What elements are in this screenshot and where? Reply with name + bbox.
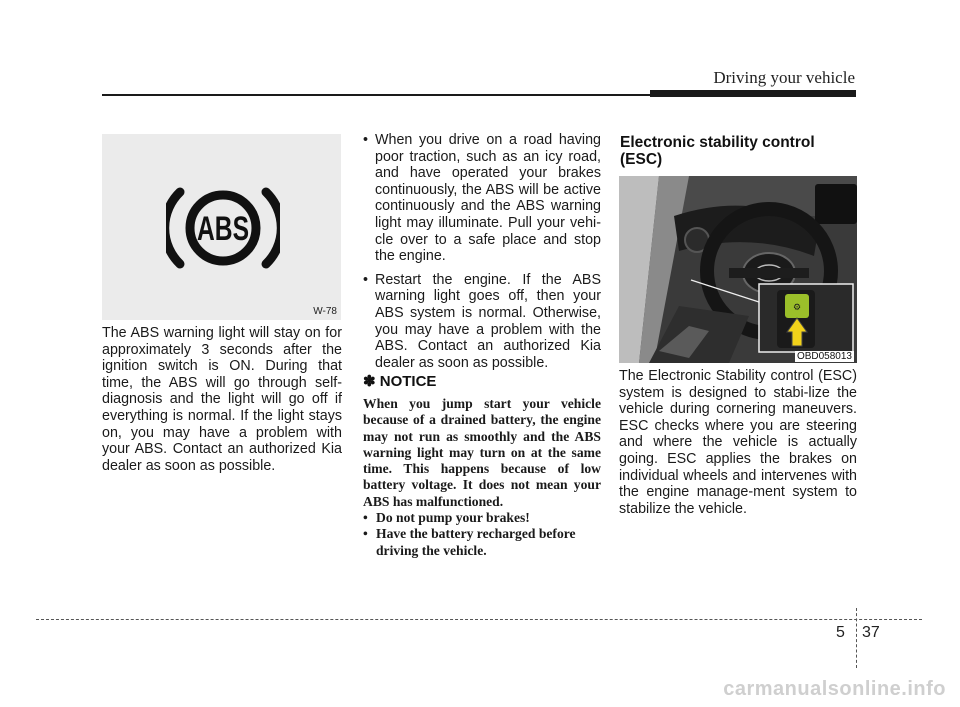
heading-line: (ESC): [620, 151, 663, 168]
running-header: Driving your vehicle: [713, 68, 855, 87]
header-rule-bar: [650, 90, 856, 97]
list-item: • When you drive on a road having poor traction, such as an icy road, and have operated your brakes continuously, the ABS will be active continuously and the ABS warning light may illuminate. Pull your vehi-cle over to a safe place and stop the engine.: [363, 132, 601, 265]
chapter-number: 5: [836, 624, 845, 641]
page-number: 37: [862, 624, 880, 641]
abs-bullet-list: [363, 132, 601, 378]
notice-item: • Do not pump your brakes!: [363, 510, 601, 526]
notice-text: When you jump start your vehicle because of a drained battery, the engine may not run as smoothly and the ABS warning light may turn on at the same time. This happens because of low battery voltage. It does not mean your ABS has malfunctioned.: [363, 396, 601, 509]
section-heading: [620, 134, 860, 168]
abs-paragraph: The ABS warning light will stay on for approximately 3 seconds after the ignition switch is ON. During that time, the ABS will go through self-diagnosis and the light will go off if everything is normal. If the light stays on, you may have a problem with your ABS. Contact an authorized Kia dealer as soon as possible.: [102, 325, 342, 474]
footer-divider: [856, 608, 857, 668]
header-rule: [102, 94, 650, 96]
notice-item: • Have the battery recharged before driving the vehicle.: [363, 526, 601, 559]
figure-code: W-78: [313, 306, 337, 317]
watermark: carmanualsonline.info: [723, 678, 946, 700]
abs-warning-icon: [166, 178, 280, 278]
heading-line: Electronic stability control: [620, 134, 815, 151]
footer-rule: [36, 619, 922, 620]
figure-code: OBD058013: [796, 351, 852, 362]
dashboard-illustration: [619, 176, 857, 363]
notice-box: [363, 396, 601, 559]
esc-paragraph: The Electronic Stability control (ESC) system is designed to stabi-lize the vehicle during cornering maneuvers. ESC checks where you are steering and where the vehicle is actually going. ESC applies the brakes on individual wheels and intervenes with the engine manage-ment system to stabilize the vehicle.: [619, 368, 857, 517]
svg-text:⚙: ⚙: [792, 303, 802, 313]
abs-warning-figure: [102, 134, 341, 320]
notice-heading: ✽ NOTICE: [363, 373, 437, 390]
esc-dashboard-photo: [619, 176, 857, 363]
list-item: • Restart the engine. If the ABS warning light goes off, then your ABS system is normal. Otherwise, you may have a problem with the ABS. Contact an authorized Kia dealer as soon as possible.: [363, 272, 601, 372]
abs-icon-text: ABS: [197, 210, 249, 248]
